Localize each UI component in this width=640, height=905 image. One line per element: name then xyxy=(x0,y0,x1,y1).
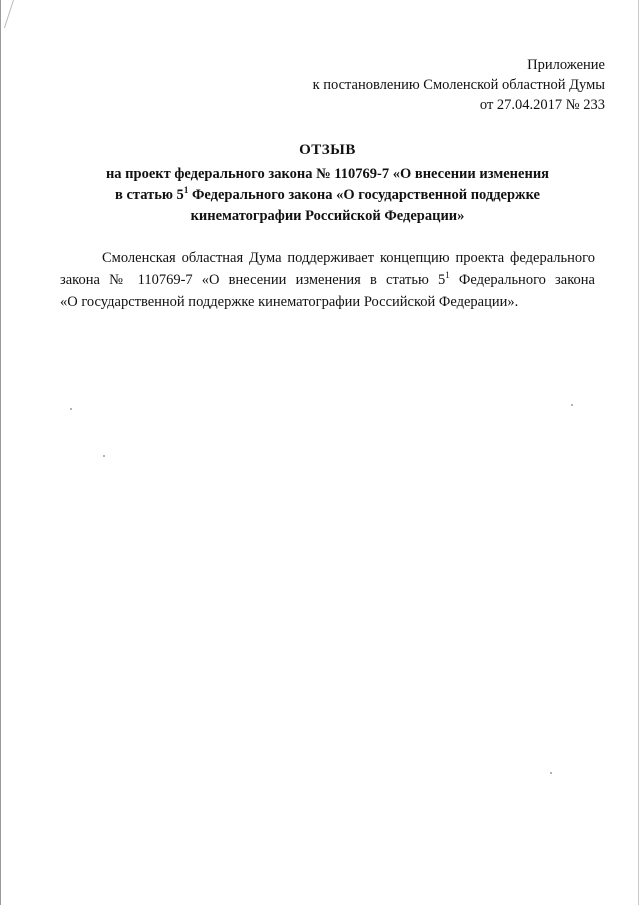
title-line-2-start: в статью 5 xyxy=(115,187,184,203)
title-line-2 xyxy=(60,185,595,206)
appendix-date-number: от 27.04.2017 № 233 xyxy=(479,97,605,113)
title-main: ОТЗЫВ xyxy=(299,142,356,158)
appendix-label: Приложение xyxy=(527,57,605,73)
appendix-resolution: к постановлению Смоленской областной Думы xyxy=(312,77,605,93)
scan-speck xyxy=(70,408,72,410)
body-line-2-end: Федерального закона xyxy=(449,272,595,288)
title-line-1: на проект федерального закона № 110769-7 «О внесении изменения xyxy=(105,166,550,182)
body-line-3: «О государственной поддержке кинематографии Российской Федерации». xyxy=(60,294,519,310)
scan-speck xyxy=(103,455,105,457)
body-paragraph xyxy=(60,247,595,313)
body-line-1: Смоленская областная Дума поддерживает концепцию проекта федерального xyxy=(102,250,595,266)
appendix-header xyxy=(313,55,605,115)
body-superscript: 1 xyxy=(445,270,450,280)
scan-speck xyxy=(550,772,552,774)
title-line-2-end: Федерального закона «О государственной поддержке xyxy=(188,187,540,203)
scan-edge-right xyxy=(638,0,639,905)
document-title xyxy=(60,140,595,227)
scan-edge-left xyxy=(0,0,1,905)
title-line-3: кинематографии Российской Федерации» xyxy=(190,208,465,224)
body-line-2-start: закона № 110769-7 «О внесении изменения в статью 5 xyxy=(60,272,446,288)
title-superscript: 1 xyxy=(183,185,189,195)
scan-corner-mark xyxy=(0,0,14,28)
body-line-2 xyxy=(60,269,595,291)
scan-speck xyxy=(571,404,573,406)
